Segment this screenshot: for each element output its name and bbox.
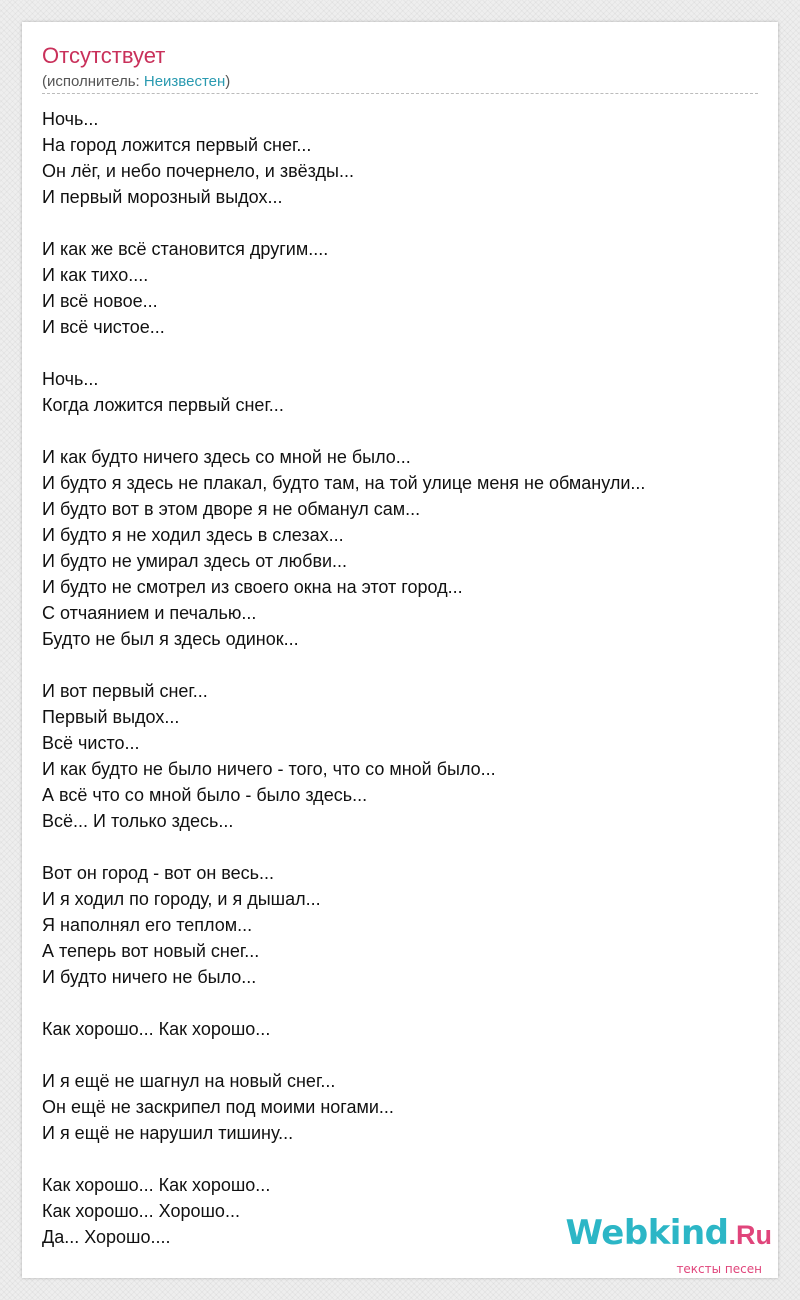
lyric-line: С отчаянием и печалью... bbox=[42, 603, 257, 623]
stanza-break bbox=[42, 1042, 758, 1068]
stanza-break bbox=[42, 990, 758, 1016]
logo-wordmark: Webkind bbox=[565, 1213, 729, 1253]
stanza-break bbox=[42, 340, 758, 366]
lyric-line: И будто ничего не было... bbox=[42, 967, 257, 987]
artist-link[interactable]: Неизвестен bbox=[143, 73, 226, 90]
lyric-line: Всё... И только здесь... bbox=[42, 811, 234, 831]
lyric-line: Ночь... bbox=[42, 109, 99, 129]
divider bbox=[42, 93, 758, 94]
lyric-line: Как хорошо... Как хорошо... bbox=[42, 1175, 271, 1195]
lyric-line: И всё чистое... bbox=[42, 317, 165, 337]
lyric-line: И как тихо.... bbox=[42, 265, 149, 285]
lyric-line: Я наполнял его теплом... bbox=[42, 915, 253, 935]
site-logo[interactable] bbox=[566, 1214, 773, 1252]
lyrics-card bbox=[22, 22, 778, 1278]
artist-suffix: ) bbox=[225, 73, 231, 90]
song-title: Отсутствует bbox=[42, 43, 166, 68]
lyric-line: И будто я не ходил здесь в слезах... bbox=[42, 525, 344, 545]
lyric-line: И как же всё становится другим.... bbox=[42, 239, 329, 259]
lyric-line: Когда ложится первый снег... bbox=[42, 395, 284, 415]
artist-line bbox=[42, 72, 230, 92]
stanza-break bbox=[42, 652, 758, 678]
lyric-line: И вот первый снег... bbox=[42, 681, 208, 701]
lyric-line: А теперь вот новый снег... bbox=[42, 941, 260, 961]
stanza-break bbox=[42, 1146, 758, 1172]
lyric-line: Вот он город - вот он весь... bbox=[42, 863, 275, 883]
logo-subtitle: тексты песен bbox=[676, 1262, 762, 1276]
lyric-line: И всё новое... bbox=[42, 291, 158, 311]
lyric-line: Как хорошо... Хорошо... bbox=[42, 1201, 240, 1221]
lyric-line: А всё что со мной было - было здесь... bbox=[42, 785, 368, 805]
lyric-line: Он лёг, и небо почернело, и звёзды... bbox=[42, 161, 354, 181]
lyric-line: Он ещё не заскрипел под моими ногами... bbox=[42, 1097, 394, 1117]
lyric-line: Как хорошо... Как хорошо... bbox=[42, 1019, 271, 1039]
stanza-break bbox=[42, 418, 758, 444]
lyric-line: Да... Хорошо.... bbox=[42, 1227, 171, 1247]
stanza-break bbox=[42, 834, 758, 860]
lyric-line: И будто я здесь не плакал, будто там, на той улице меня не обманули... bbox=[42, 473, 646, 493]
lyric-line: И как будто ничего здесь со мной не было... bbox=[42, 447, 411, 467]
lyric-line: Будто не был я здесь одинок... bbox=[42, 629, 299, 649]
lyric-line: И как будто не было ничего - того, что со мной было... bbox=[42, 759, 496, 779]
lyrics-text bbox=[42, 106, 758, 1250]
logo-tld: .Ru bbox=[728, 1220, 772, 1250]
lyric-line: И будто не смотрел из своего окна на этот город... bbox=[42, 577, 463, 597]
lyric-line: И я ещё не нарушил тишину... bbox=[42, 1123, 294, 1143]
artist-prefix: (исполнитель: bbox=[42, 73, 144, 90]
lyric-line: Всё чисто... bbox=[42, 733, 140, 753]
stanza-break bbox=[42, 210, 758, 236]
lyric-line: На город ложится первый снег... bbox=[42, 135, 312, 155]
lyric-line: Первый выдох... bbox=[42, 707, 180, 727]
lyric-line: И первый морозный выдох... bbox=[42, 187, 283, 207]
lyric-line: И я ходил по городу, и я дышал... bbox=[42, 889, 321, 909]
lyric-line: И будто не умирал здесь от любви... bbox=[42, 551, 348, 571]
lyric-line: Ночь... bbox=[42, 369, 99, 389]
lyric-line: И будто вот в этом дворе я не обманул сам... bbox=[42, 499, 421, 519]
lyric-line: И я ещё не шагнул на новый снег... bbox=[42, 1071, 336, 1091]
